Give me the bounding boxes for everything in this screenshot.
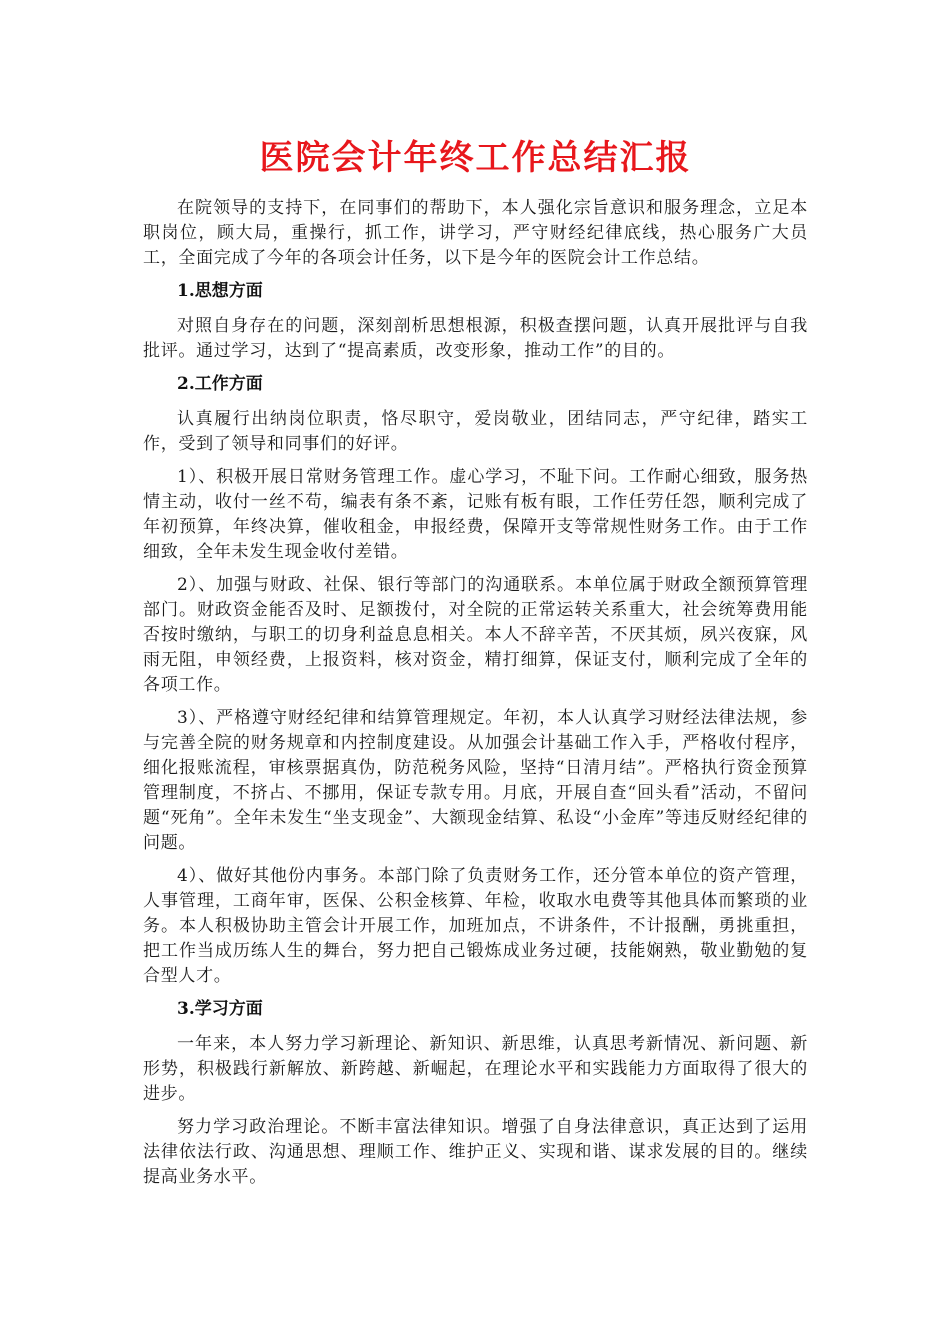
paragraph: 努力学习政治理论。不断丰富法律知识。增强了自身法律意识，真正达到了运用法律依法行政、沟通思想、理顺工作、维护正义、实现和谐、谋求发展的目的。继续提高业务水平。	[143, 1117, 808, 1187]
section-study	[143, 997, 808, 1190]
document-body	[143, 130, 808, 1198]
section-thought	[143, 279, 808, 364]
section-heading: 3.学习方面	[177, 999, 263, 1019]
section-work	[143, 372, 808, 989]
paragraph: 4）、做好其他份内事务。本部门除了负责财务工作，还分管本单位的资产管理，人事管理，工商年审，医保、公积金核算、年检，收取水电费等其他具体而繁琐的业务。本人积极协助主管会计开展工作，加班加点，不讲条件，不计报酬，勇挑重担，把工作当成历练人生的舞台，努力把自己锻炼成业务过硬，技能娴熟，敬业勤勉的复合型人才。	[143, 866, 808, 986]
paragraph: 3）、严格遵守财经纪律和结算管理规定。年初，本人认真学习财经法律法规，参与完善全院的财务规章和内控制度建设。从加强会计基础工作入手，严格收付程序，细化报账流程，审核票据真伪，防范税务风险，坚持“日清月结”。严格执行资金预算管理制度，不挤占、不挪用，保证专款专用。月底，开展自查“回头看”活动，不留问题“死角”。全年未发生“坐支现金”、大额现金结算、私设“小金库”等违反财经纪律的问题。	[143, 708, 808, 853]
paragraph: 认真履行出纳岗位职责，恪尽职守，爱岗敬业，团结同志，严守纪律，踏实工作，受到了领导和同事们的好评。	[143, 409, 808, 454]
paragraph: 一年来，本人努力学习新理论、新知识、新思维，认真思考新情况、新问题、新形势，积极践行新解放、新跨越、新崛起，在理论水平和实践能力方面取得了很大的进步。	[143, 1034, 808, 1104]
intro-paragraph: 在院领导的支持下，在同事们的帮助下，本人强化宗旨意识和服务理念，立足本职岗位，顾大局，重操行，抓工作，讲学习，严守财经纪律底线，热心服务广大员工，全面完成了今年的各项会计任务，以下是今年的医院会计工作总结。	[143, 198, 808, 268]
section-heading: 1.思想方面	[177, 281, 263, 301]
paragraph: 对照自身存在的问题，深刻剖析思想根源，积极查摆问题，认真开展批评与自我批评。通过学习，达到了“提高素质，改变形象，推动工作”的目的。	[143, 316, 808, 361]
paragraph: 2）、加强与财政、社保、银行等部门的沟通联系。本单位属于财政全额预算管理部门。财政资金能否及时、足额拨付，对全院的正常运转关系重大，社会统筹费用能否按时缴纳，与职工的切身利益息息相关。本人不辞辛苦，不厌其烦，夙兴夜寐，风雨无阻，申领经费，上报资料，核对资金，精打细算，保证支付，顺利完成了全年的各项工作。	[143, 575, 808, 695]
document-title: 医院会计年终工作总结汇报	[259, 138, 692, 178]
paragraph: 1）、积极开展日常财务管理工作。虚心学习，不耻下问。工作耐心细致，服务热情主动，收付一丝不苟，编表有条不紊，记账有板有眼，工作任劳任怨，顺利完成了年初预算，年终决算，催收租金，申报经费，保障开支等常规性财务工作。由于工作细致，全年未发生现金收付差错。	[143, 467, 808, 562]
section-heading: 2.工作方面	[177, 374, 263, 394]
